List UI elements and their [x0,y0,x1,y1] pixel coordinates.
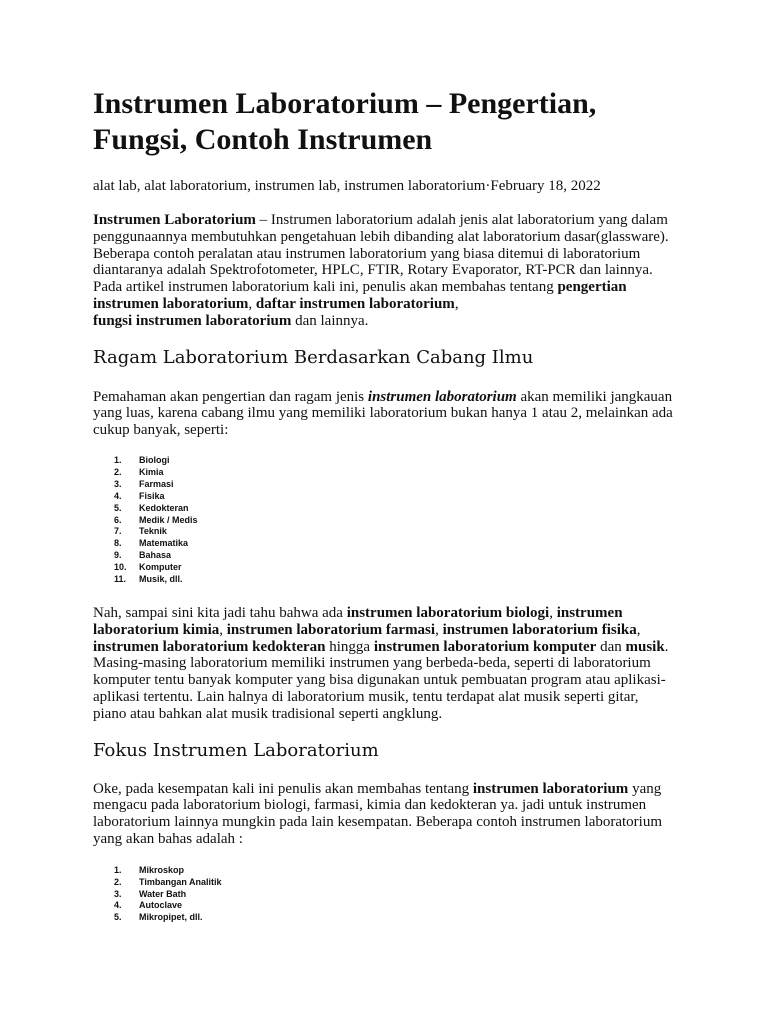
oke-bold: instrumen laboratorium [472,780,629,797]
intro-link-fungsi: fungsi instrumen laboratorium [93,312,292,329]
oke-text: Oke, pada kesempatan kali ini penulis akan membahas tentang [93,780,473,797]
intro-link-daftar: daftar instrumen laboratorium [255,295,455,312]
nah-bold: instrumen laboratorium kimia [93,604,623,638]
list-item [93,479,673,491]
nah-text: , [435,621,443,638]
list-item [93,503,673,515]
list-number: 2. [114,876,122,887]
list-number: 10. [114,562,127,573]
list-label: Medik / Medis [139,514,198,525]
nah-text: dan [596,638,626,655]
intro-paragraph [93,212,673,330]
list-item [93,900,673,912]
list-label: Bahasa [139,550,172,561]
list-item [93,550,673,562]
intro-link-pengertian: pengertian instrumen laboratorium [93,279,627,312]
ragam-emphasis: instrumen laboratorium [367,388,517,405]
list-number: 5. [114,912,122,923]
list-label: Timbangan Analitik [139,876,222,887]
list-item [93,562,673,574]
list-item [93,889,673,901]
intro-term: Instrumen Laboratorium [93,212,256,228]
list-number: 5. [114,502,122,513]
article-title: Instrumen Laboratorium – Pengertian, Fungsi, Contoh Instrumen [93,87,597,156]
list-item [93,877,673,889]
list-label: Biologi [139,454,170,465]
section-heading-fokus: Fokus Instrumen Laboratorium [93,739,379,761]
list-number: 3. [114,478,122,489]
list-item [93,491,673,503]
nah-text: hingga [325,638,374,655]
oke-paragraph [93,781,673,848]
section-heading-ragam: Ragam Laboratorium Berdasarkan Cabang Ilmu [93,346,534,368]
nah-bold: instrumen laboratorium kedokteran [93,638,326,655]
list-number: 7. [114,526,122,537]
list-number: 2. [114,466,122,477]
article-content [93,86,673,924]
list-number: 6. [114,514,122,525]
ragam-paragraph [93,389,673,439]
list-item [93,574,673,586]
list-label: Matematika [139,538,189,549]
list-item [93,467,673,479]
list-number: 8. [114,538,122,549]
oke-text: yang mengacu pada laboratorium biologi, farmasi, kimia dan kedokteran ya. jadi untuk instrumen laboratorium lainnya mungkin pada lain kesempatan. Beberapa contoh instrumen laboratorium yang akan bahas adalah : [93,780,662,847]
nah-bold: instrumen laboratorium biologi [346,604,550,621]
meta-separator: · [485,178,491,194]
list-number: 3. [114,888,122,899]
article-meta [93,177,673,195]
list-label: Water Bath [139,888,187,899]
list-label: Mikroskop [139,864,185,875]
list-label: Teknik [139,526,167,537]
nah-bold: instrumen laboratorium farmasi [226,621,436,638]
list-label: Kedokteran [139,502,189,513]
list-label: Musik, dll. [139,574,183,585]
list-label: Komputer [139,562,182,573]
meta-date: February 18, 2022 [490,178,601,194]
list-number: 4. [114,490,122,501]
intro-sep: , [248,295,256,312]
nah-text: , [636,621,641,638]
nah-paragraph [93,605,673,723]
ragam-text: akan memiliki jangkauan yang luas, karena cabang ilmu yang memiliki laboratorium bukan hanya 1 atau 2, melainkan ada cukup banyak, seperti: [93,388,673,439]
nah-bold: musik [625,638,665,655]
intro-sep: , [454,295,459,312]
list-item [93,455,673,467]
list-item [93,515,673,527]
nah-text: Nah, sampai sini kita jadi tahu bahwa ada [93,604,347,621]
list-label: Farmasi [139,478,174,489]
list-number: 9. [114,550,122,561]
meta-tags: alat lab, alat laboratorium, instrumen lab, instrumen laboratorium [93,178,486,194]
list-item [93,526,673,538]
list-label: Autoclave [139,900,183,911]
list-label: Kimia [139,466,164,477]
intro-text: – Instrumen laboratorium adalah jenis alat laboratorium yang dalam penggunaannya membutuhkan pengetahuan lebih dibanding alat laboratorium dasar(glassware). Beberapa contoh peralatan atau instrumen laboratorium yang biasa ditemui di laboratorium diantaranya adalah Spektrofotometer, HPLC, FTIR, Rotary Evaporator, RT-PCR dan lainnya. Pada artikel instrumen laboratorium kali ini, penulis akan membahas tentang [93,212,669,296]
nah-text: , [549,604,557,621]
list-number: 1. [114,864,122,875]
ragam-text: Pemahaman akan pengertian dan ragam jenis [93,388,368,405]
nah-bold: instrumen laboratorium fisika [442,621,637,638]
nah-text: , [219,621,227,638]
nah-text: . Masing-masing laboratorium memiliki instrumen yang berbeda-beda, seperti di laboratorium komputer tentu banyak komputer yang bisa digunakan untuk pembuatan program atau aplikasi-aplikasi tertentu. Lain halnya di laboratorium musik, tentu terdapat alat musik seperti gitar, piano atau bahkan alat musik tradisional seperti angklung. [93,638,669,722]
instrument-list [93,865,673,925]
nah-bold: instrumen laboratorium komputer [373,638,597,655]
list-item [93,865,673,877]
list-label: Mikropipet, dll. [139,912,203,923]
intro-text-end: dan lainnya. [291,312,369,329]
list-number: 11. [114,574,127,585]
branch-list [93,455,673,586]
list-item [93,538,673,550]
list-number: 1. [114,454,122,465]
list-label: Fisika [139,490,165,501]
list-number: 4. [114,900,122,911]
list-item [93,912,673,924]
